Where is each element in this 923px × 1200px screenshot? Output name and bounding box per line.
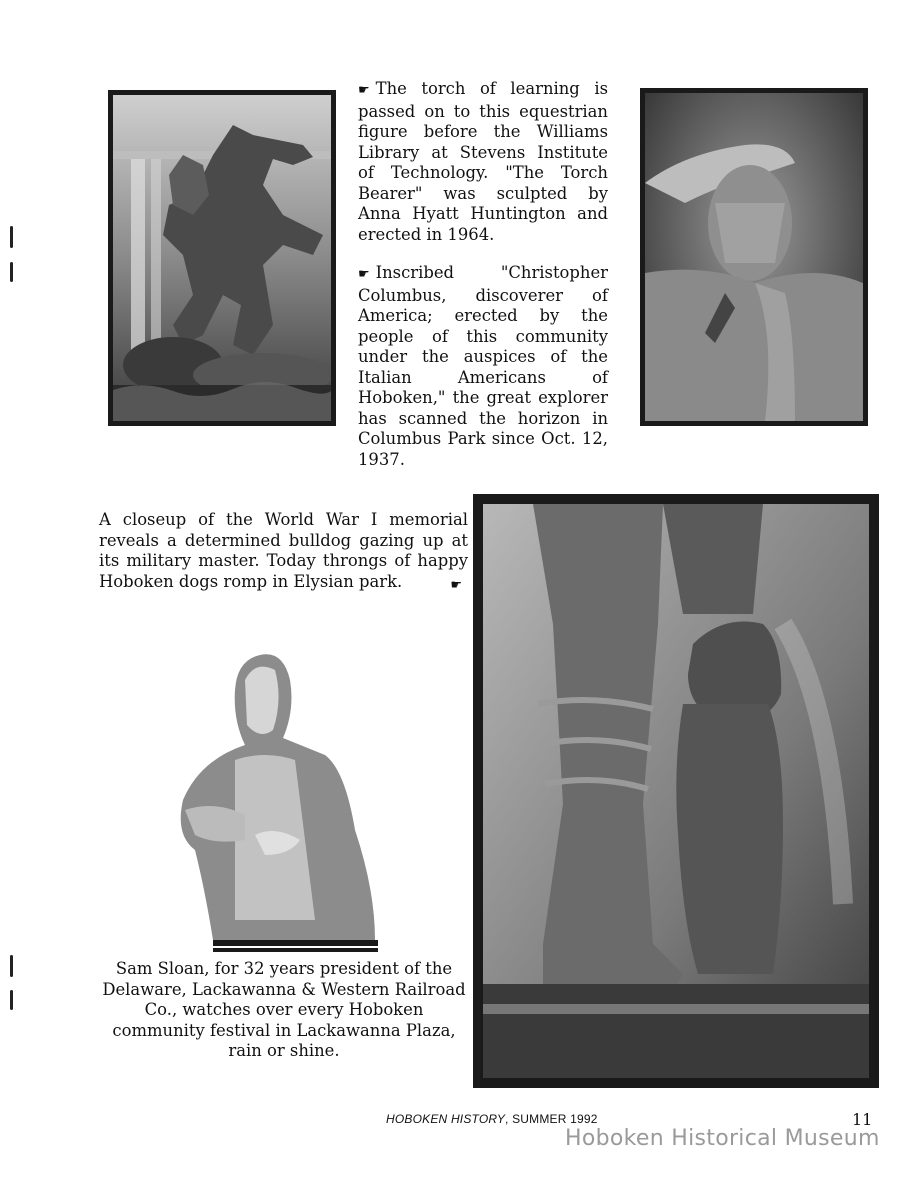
pointing-hand-icon: ☛	[358, 267, 370, 282]
sam-sloan-caption-text: Sam Sloan, for 32 years president of the Delaware, Lackawanna & Western Railroad Co., watches over every Hoboken community festival in Lackawanna Plaza, rain or shine.	[102, 959, 466, 1060]
torch-bearer-caption-text: The torch of learning is passed on to this equestrian figure before the Williams Library at Stevens Institute of Technology. "The Torch Bearer" was sculpted by Anna Hyatt Huntington and erected in 1964.	[358, 79, 608, 244]
bulldog-caption-text: A closeup of the World War I memorial reveals a determined bulldog gazing up at its military master. Today throngs of happy Hoboken dogs romp in Elysian park.	[99, 510, 468, 591]
sam-sloan-caption	[100, 959, 468, 1062]
sam-sloan-photo	[175, 650, 378, 955]
publication-name: HOBOKEN HISTORY	[386, 1112, 506, 1126]
torch-bearer-image	[113, 95, 331, 421]
pointing-hand-icon: ☛	[450, 577, 462, 593]
museum-watermark: Hoboken Historical Museum	[565, 1126, 880, 1151]
columbus-caption	[358, 263, 608, 470]
binder-mark	[10, 955, 13, 977]
issue-date: , SUMMER 1992	[505, 1112, 598, 1126]
columbus-caption-text: Inscribed "Christopher Columbus, discoverer of America; erected by the people of this community under the auspices of the Italian Americans of Hoboken," the great explorer has scanned the horizon in Columbus Park since Oct. 12, 1937.	[358, 263, 608, 469]
page-footer	[386, 1112, 598, 1126]
columbus-image	[645, 93, 863, 421]
columbus-photo	[640, 88, 868, 426]
torch-bearer-photo	[108, 90, 336, 426]
page-number: 11	[852, 1110, 873, 1129]
bulldog-memorial-photo	[473, 494, 879, 1088]
binder-mark	[10, 990, 13, 1010]
binder-mark	[10, 226, 13, 248]
bulldog-memorial-image	[483, 504, 869, 1078]
bulldog-caption	[99, 510, 468, 596]
torch-bearer-caption	[358, 79, 608, 245]
sam-sloan-image	[175, 650, 378, 955]
pointing-hand-icon: ☛	[358, 83, 370, 98]
binder-mark	[10, 262, 13, 282]
